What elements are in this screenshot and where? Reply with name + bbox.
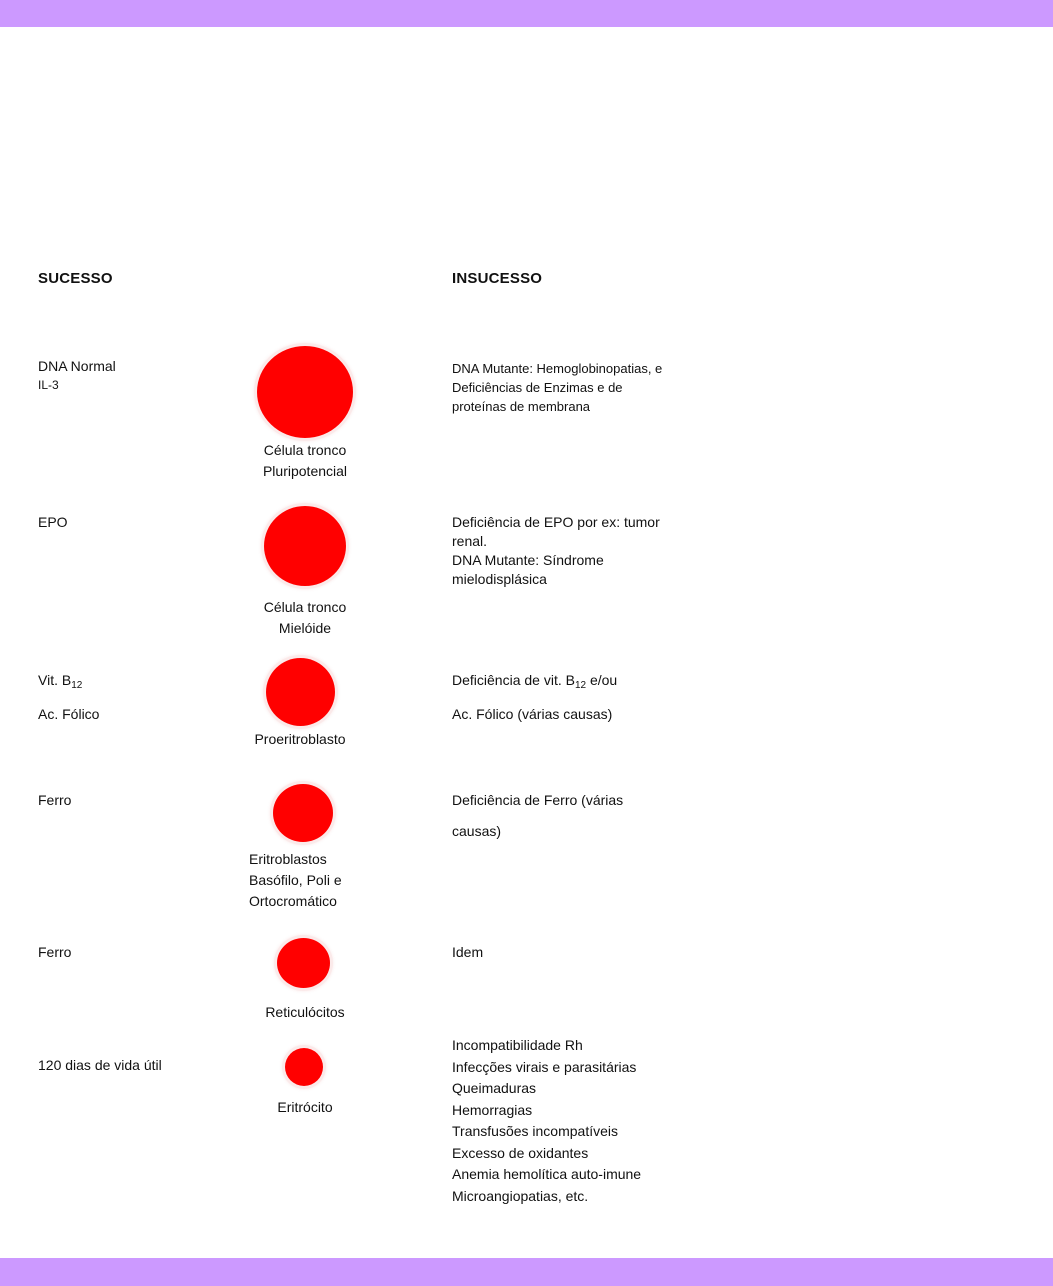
stage-6-failure-line: Hemorragias [452, 1101, 533, 1118]
stage-6-cell-label [245, 1097, 365, 1118]
stage-1-cell-label-line: Pluripotencial [262, 463, 348, 479]
stage-3-failure-line: Ac. Fólico (várias causas) [452, 706, 613, 722]
stage-6-failure-line: Microangiopatias, etc. [452, 1187, 589, 1204]
stem-cell-myeloid [264, 506, 346, 586]
stage-3-failure-line [452, 671, 617, 695]
stage-6-failure-line: Infecções virais e parasitárias [452, 1058, 637, 1075]
stage-3-success-subscript: 12 [71, 680, 83, 691]
stage-6-failure-line: Transfusões incompatíveis [452, 1123, 618, 1139]
failure-header: INSUCESSO [452, 270, 543, 287]
stem-cell-pluripotent [257, 346, 353, 438]
stage-1-failure-line: DNA Mutante: Hemoglobinopatias, e [452, 361, 663, 376]
stage-2-cell-label-line: Célula tronco [263, 599, 347, 615]
top-band [0, 0, 1053, 27]
stage-1-success-line: DNA Normal [38, 358, 116, 374]
stage-3-success-text: Vit. B [38, 672, 72, 688]
erythroblast-cell [273, 784, 333, 842]
stage-6-failure-line: Queimaduras [452, 1080, 537, 1096]
stage-5-cell-label [235, 1002, 375, 1023]
stage-4-failure-line: causas) [452, 823, 502, 839]
stage-6-failure-line: Excesso de oxidantes [452, 1144, 589, 1161]
stage-6-failure-line: Anemia hemolítica auto-imune [452, 1166, 642, 1182]
stage-3-failure-text: Deficiência de vit. B [452, 672, 575, 688]
stage-3-failure-text-rest: e/ou [586, 672, 618, 688]
stage-5-cell-label-line: Reticulócitos [265, 1004, 345, 1020]
stage-2-success [38, 513, 68, 532]
stage-3-success [38, 671, 99, 724]
stage-3-failure [452, 671, 617, 724]
stage-6-failure [452, 1035, 641, 1207]
stage-1-cell-label-line: Célula tronco [263, 442, 347, 458]
stage-5-failure [452, 943, 483, 962]
stage-4-success [38, 791, 71, 810]
stage-3-cell-label [225, 729, 375, 750]
stage-1-success [38, 357, 116, 395]
stage-5-success [38, 943, 71, 962]
stage-2-failure [452, 513, 660, 589]
stage-1-failure-line: Deficiências de Enzimas e de [452, 380, 623, 395]
stage-4-success-line: Ferro [38, 792, 72, 808]
erythrocyte-cell [285, 1048, 323, 1086]
stage-1-success-line: IL-3 [38, 378, 59, 392]
stage-2-failure-line: mielodisplásica [452, 571, 547, 587]
bottom-band [0, 1258, 1053, 1286]
stage-2-cell-label-line: Mielóide [278, 620, 332, 636]
stage-6-failure-line: Incompatibilidade Rh [452, 1037, 583, 1053]
stage-4-cell-label-line: Basófilo, Poli e [249, 872, 342, 888]
stage-2-cell-label [240, 597, 370, 639]
stage-4-cell-label-line: Eritroblastos [249, 851, 327, 867]
stage-1-failure-line: proteínas de membrana [452, 399, 591, 414]
stage-6-success-line: 120 dias de vida útil [38, 1057, 162, 1073]
stage-3-success-line: Ac. Fólico [38, 706, 100, 722]
stage-2-failure-line: renal. [452, 533, 488, 549]
stage-4-cell-label [235, 849, 379, 912]
reticulocyte-cell [277, 938, 330, 988]
stage-1-failure [452, 359, 662, 416]
stage-4-cell-label-line: Ortocromático [249, 893, 337, 909]
success-header: SUCESSO [38, 270, 113, 287]
stage-1-cell-label [240, 440, 370, 482]
stage-6-success [38, 1056, 162, 1075]
stage-5-failure-line: Idem [452, 944, 484, 960]
stage-4-failure-line: Deficiência de Ferro (várias [452, 792, 624, 808]
stage-3-failure-subscript: 12 [574, 680, 587, 691]
stage-6-cell-label-line: Eritrócito [277, 1099, 333, 1115]
stage-4-failure [452, 791, 623, 841]
stage-2-failure-line: DNA Mutante: Síndrome [452, 552, 604, 568]
stage-5-success-line: Ferro [38, 944, 72, 960]
stage-2-failure-line: Deficiência de EPO por ex: tumor [452, 514, 660, 530]
proerythroblast-cell [266, 658, 335, 726]
stage-2-success-line: EPO [38, 514, 68, 530]
stage-3-success-line [38, 671, 99, 695]
stage-3-cell-label-line: Proeritroblasto [254, 731, 346, 747]
